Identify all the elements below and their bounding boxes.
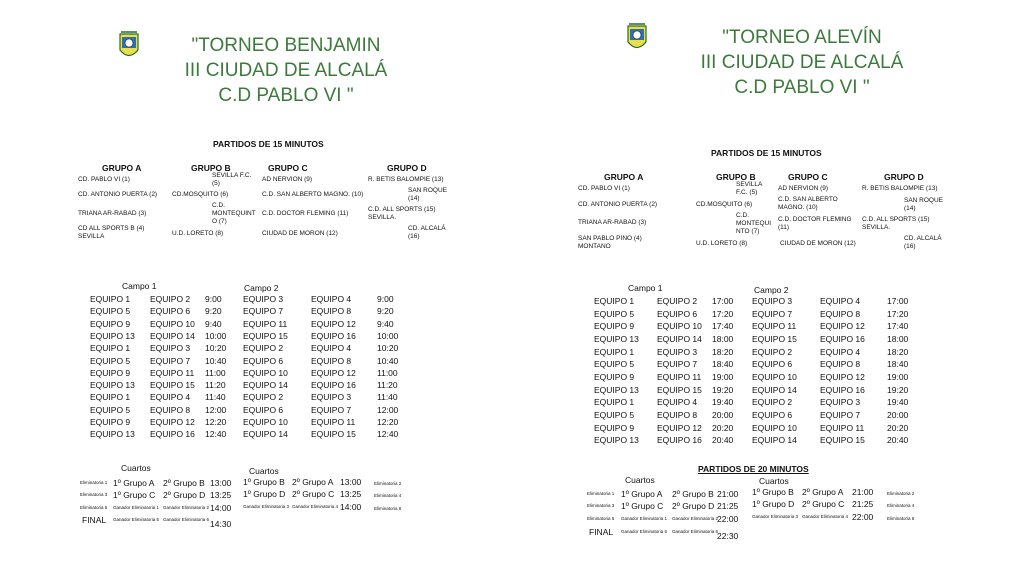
match-team-a: 1º Grupo A (113, 478, 155, 488)
team-entry: NTO (7) (736, 228, 760, 235)
match-time: 14:00 (340, 502, 362, 512)
match-label: Eliminatoria 6 (374, 506, 402, 511)
schedule-campo1-team-b: EQUIPO 12 (657, 423, 702, 433)
team-entry: CD. ALCALÁ (904, 235, 942, 242)
match-label: Eliminatoria 4 (887, 503, 915, 508)
schedule-campo2-team-b: EQUIPO 11 (820, 423, 865, 433)
schedule-campo2-team-a: EQUIPO 14 (243, 429, 288, 439)
schedule-campo1-time: 12:00 (205, 405, 227, 415)
match-team-a: Ganador Eliminatoria 1 (621, 516, 668, 521)
match-team-b: Ganador Eliminatoria 6 (163, 517, 210, 522)
match-team-a: Ganador Eliminatoria 3 (243, 504, 290, 509)
schedule-campo2-team-a: EQUIPO 6 (243, 356, 284, 366)
match-team-a: Ganador Eliminatoria 3 (752, 514, 799, 519)
match-team-a: 1º Grupo A (621, 489, 663, 499)
schedule-campo1-time: 18:20 (712, 347, 734, 357)
schedule-campo1-team-a: EQUIPO 13 (594, 334, 639, 344)
schedule-campo1-team-a: EQUIPO 1 (90, 343, 131, 353)
schedule-campo2-team-a: EQUIPO 11 (243, 319, 288, 329)
schedule-campo2-team-a: EQUIPO 10 (752, 423, 797, 433)
schedule-campo1-team-b: EQUIPO 14 (150, 331, 195, 341)
campo-2-label: Campo 2 (244, 283, 279, 293)
team-entry: SAN ROQUE (904, 197, 944, 204)
group-d-header: GRUPO D (387, 163, 427, 173)
schedule-campo2-team-b: EQUIPO 12 (311, 368, 356, 378)
club-crest-icon (626, 22, 648, 54)
schedule-campo2-time: 19:20 (887, 385, 909, 395)
club-crest-icon (118, 30, 140, 62)
team-entry: R. BETIS BALOMPIE (13) (368, 176, 444, 183)
match-time: 13:00 (210, 478, 232, 488)
match-time: 21:00 (852, 487, 874, 497)
team-entry: (16) (904, 243, 916, 250)
schedule-campo1-team-b: EQUIPO 8 (150, 405, 191, 415)
team-entry: MAGNO. (10) (778, 204, 818, 211)
schedule-campo2-team-a: EQUIPO 3 (243, 294, 284, 304)
match-team-b: Ganador Eliminatoria 6 (672, 529, 719, 534)
schedule-campo1-team-b: EQUIPO 4 (150, 392, 191, 402)
schedule-campo2-team-a: EQUIPO 15 (752, 334, 797, 344)
cuartos-label: Cuartos (759, 476, 789, 486)
schedule-campo1-team-a: EQUIPO 1 (90, 294, 131, 304)
match-time: 13:25 (210, 490, 232, 500)
tournament-title-line-3: C.D PABLO VI " (734, 77, 870, 98)
team-entry: SEVILLA (78, 233, 105, 240)
match-time: 22:00 (852, 512, 874, 522)
schedule-campo1-time: 17:00 (712, 296, 734, 306)
team-entry: SAN ROQUE (408, 187, 448, 194)
group-a-header: GRUPO A (604, 172, 644, 182)
team-entry: C.D. ALL SPORTS (15) (368, 206, 436, 213)
team-entry: AD NERVION (9) (778, 185, 829, 192)
schedule-campo1-time: 20:40 (712, 435, 734, 445)
team-entry: SEVILLA (736, 181, 763, 188)
schedule-campo1-time: 18:00 (712, 334, 734, 344)
match-time: 21:00 (717, 489, 739, 499)
match-label: Eliminatoria 6 (887, 516, 915, 521)
schedule-campo1-team-a: EQUIPO 13 (594, 435, 639, 445)
schedule-campo2-time: 11:40 (377, 392, 398, 402)
schedule-campo1-team-a: EQUIPO 13 (90, 380, 135, 390)
schedule-campo2-time: 20:40 (887, 435, 909, 445)
team-entry: R. BETIS BALOMPIE (13) (862, 185, 938, 192)
schedule-campo1-team-a: EQUIPO 9 (90, 368, 131, 378)
match-team-b: 2º Grupo C (802, 499, 845, 509)
schedule-campo2-team-a: EQUIPO 3 (752, 296, 793, 306)
team-entry: O (7) (212, 218, 227, 225)
match-team-a: 1º Grupo D (752, 499, 795, 509)
match-team-a: 1º Grupo B (243, 477, 285, 487)
schedule-campo2-team-a: EQUIPO 6 (752, 410, 793, 420)
schedule-campo1-time: 10:40 (205, 356, 227, 366)
group-b-header: GRUPO B (191, 163, 231, 173)
team-entry: C.D. (736, 212, 749, 219)
schedule-campo1-team-b: EQUIPO 7 (150, 356, 191, 366)
schedule-campo1-time: 19:20 (712, 385, 734, 395)
match-time: 21:25 (717, 501, 739, 511)
schedule-campo2-team-a: EQUIPO 7 (752, 309, 793, 319)
schedule-campo1-time: 17:20 (712, 309, 734, 319)
schedule-campo1-team-b: EQUIPO 7 (657, 359, 698, 369)
team-entry: TRIANA AR-RABAD (3) (78, 210, 147, 217)
team-entry: CD. PABLO VI (1) (78, 176, 130, 183)
schedule-campo1-team-b: EQUIPO 3 (657, 347, 698, 357)
schedule-campo2-time: 17:40 (887, 321, 909, 331)
schedule-campo2-time: 17:00 (887, 296, 909, 306)
schedule-campo1-time: 9:00 (205, 294, 222, 304)
schedule-campo1-team-b: EQUIPO 15 (657, 385, 702, 395)
schedule-campo2-team-a: EQUIPO 6 (752, 359, 793, 369)
match-duration-heading: PARTIDOS DE 15 MINUTOS (711, 148, 822, 158)
schedule-campo1-team-b: EQUIPO 15 (150, 380, 195, 390)
schedule-campo2-team-b: EQUIPO 11 (311, 417, 356, 427)
match-label: Eliminatoria 3 (80, 492, 108, 497)
schedule-campo2-team-b: EQUIPO 4 (820, 296, 861, 306)
schedule-campo1-time: 11:20 (205, 380, 226, 390)
tournament-title-line-3: C.D PABLO VI " (218, 85, 354, 106)
match-team-b: 2º Grupo C (292, 489, 335, 499)
schedule-campo2-time: 17:20 (887, 309, 909, 319)
schedule-campo2-team-b: EQUIPO 8 (820, 309, 861, 319)
team-entry: CIUDAD DE MORON (12) (780, 240, 856, 247)
schedule-campo2-team-a: EQUIPO 2 (243, 343, 284, 353)
match-time: 13:00 (340, 477, 362, 487)
team-entry: CD ALL SPORTS B (4) (78, 225, 145, 232)
team-entry: (5) (212, 180, 220, 187)
schedule-campo2-team-a: EQUIPO 15 (243, 331, 288, 341)
team-entry: CD. PABLO VI (1) (578, 185, 630, 192)
schedule-campo1-time: 19:40 (712, 397, 734, 407)
schedule-campo2-team-b: EQUIPO 12 (820, 321, 865, 331)
alevin-schedule-document (512, 0, 1024, 575)
match-time: 14:00 (210, 503, 232, 513)
match-team-a: Ganador Eliminatoria 1 (113, 505, 160, 510)
schedule-campo1-time: 11:00 (205, 368, 226, 378)
schedule-campo2-team-b: EQUIPO 15 (311, 429, 356, 439)
match-time: 21:25 (852, 499, 874, 509)
match-time: 14:30 (210, 519, 232, 529)
schedule-campo1-team-b: EQUIPO 8 (657, 410, 698, 420)
schedule-campo2-time: 10:20 (377, 343, 399, 353)
match-team-b: Ganador Eliminatoria 4 (802, 514, 849, 519)
schedule-campo1-team-b: EQUIPO 11 (657, 372, 702, 382)
schedule-campo1-time: 12:40 (205, 429, 227, 439)
team-entry: MONTANO (578, 243, 611, 250)
schedule-campo2-team-b: EQUIPO 12 (820, 372, 865, 382)
group-b-header: GRUPO B (716, 172, 756, 182)
schedule-campo1-team-b: EQUIPO 14 (657, 334, 702, 344)
match-label: Eliminatoria 4 (374, 493, 402, 498)
schedule-campo2-team-a: EQUIPO 14 (243, 380, 288, 390)
schedule-campo1-team-b: EQUIPO 16 (150, 429, 195, 439)
schedule-campo2-team-a: EQUIPO 6 (243, 405, 284, 415)
match-team-b: 2º Grupo D (672, 501, 715, 511)
schedule-campo2-time: 18:20 (887, 347, 909, 357)
schedule-campo2-team-b: EQUIPO 15 (820, 435, 865, 445)
team-entry: MONTEQUI (736, 220, 772, 227)
cuartos-label: Cuartos (121, 463, 151, 473)
match-label: Eliminatoria 1 (587, 491, 615, 496)
schedule-campo1-team-b: EQUIPO 12 (150, 417, 195, 427)
match-team-b: Ganador Eliminatoria 2 (163, 505, 210, 510)
cuartos-label: Cuartos (249, 466, 279, 476)
schedule-campo1-team-a: EQUIPO 5 (594, 410, 635, 420)
schedule-campo2-team-a: EQUIPO 2 (243, 392, 284, 402)
team-entry: CIUDAD DE MORON (12) (262, 230, 338, 237)
match-team-a: 1º Grupo C (621, 501, 664, 511)
schedule-campo2-time: 10:00 (377, 331, 399, 341)
schedule-campo2-time: 20:20 (887, 423, 909, 433)
match-time: 13:25 (340, 489, 362, 499)
group-a-header: GRUPO A (102, 163, 142, 173)
schedule-campo1-team-a: EQUIPO 9 (90, 319, 131, 329)
schedule-campo2-time: 19:40 (887, 397, 909, 407)
group-c-header: GRUPO C (788, 172, 828, 182)
schedule-campo2-time: 19:00 (887, 372, 909, 382)
schedule-campo2-time: 11:20 (377, 380, 398, 390)
schedule-campo2-time: 12:40 (377, 429, 399, 439)
cuartos-label: Cuartos (625, 475, 655, 485)
match-team-b: Ganador Eliminatoria 4 (292, 504, 339, 509)
schedule-campo2-team-b: EQUIPO 16 (311, 331, 356, 341)
schedule-campo1-time: 17:40 (712, 321, 734, 331)
schedule-campo1-team-a: EQUIPO 5 (90, 405, 131, 415)
team-entry: C.D. SAN ALBERTO (778, 196, 838, 203)
schedule-campo1-team-a: EQUIPO 1 (594, 296, 635, 306)
match-label: Eliminatoria 1 (80, 480, 108, 485)
team-entry: F.C. (5) (736, 189, 758, 196)
schedule-campo1-team-b: EQUIPO 2 (150, 294, 191, 304)
schedule-campo2-team-b: EQUIPO 4 (820, 347, 861, 357)
match-team-b: 2º Grupo A (802, 487, 844, 497)
match-team-b: 2º Grupo A (292, 477, 334, 487)
schedule-campo1-team-b: EQUIPO 6 (150, 306, 191, 316)
team-entry: C.D. ALL SPORTS (15) (862, 216, 930, 223)
group-c-header: GRUPO C (268, 163, 308, 173)
schedule-campo2-team-b: EQUIPO 3 (311, 392, 352, 402)
schedule-campo2-team-a: EQUIPO 2 (752, 347, 793, 357)
match-label: Eliminatoria 3 (587, 503, 615, 508)
schedule-campo1-team-a: EQUIPO 13 (594, 385, 639, 395)
schedule-campo2-team-b: EQUIPO 4 (311, 343, 352, 353)
tournament-title-line-2: III CIUDAD DE ALCALÁ (700, 52, 904, 73)
schedule-campo2-team-b: EQUIPO 12 (311, 319, 356, 329)
schedule-campo2-team-b: EQUIPO 8 (311, 356, 352, 366)
schedule-campo1-team-b: EQUIPO 11 (150, 368, 195, 378)
campo-1-label: Campo 1 (628, 283, 663, 293)
tournament-title-line-2: III CIUDAD DE ALCALÁ (184, 60, 388, 81)
schedule-campo1-team-a: EQUIPO 9 (594, 372, 635, 382)
match-label: Eliminatoria 2 (374, 481, 402, 486)
team-entry: (16) (408, 233, 420, 240)
team-entry: SEVILLA. (862, 224, 891, 231)
schedule-campo1-time: 20:00 (712, 410, 734, 420)
schedule-campo1-team-b: EQUIPO 6 (657, 309, 698, 319)
team-entry: TRIANA AR-RABAD (3) (578, 219, 647, 226)
schedule-campo1-time: 12:20 (205, 417, 227, 427)
schedule-campo2-time: 20:00 (887, 410, 909, 420)
schedule-campo1-team-b: EQUIPO 16 (657, 435, 702, 445)
schedule-campo1-team-a: EQUIPO 5 (594, 359, 635, 369)
match-label: Eliminatoria 5 (587, 516, 615, 521)
team-entry: SEVILLA. (368, 214, 397, 221)
schedule-campo2-team-a: EQUIPO 10 (243, 417, 288, 427)
team-entry: CD. ALCALÁ (408, 225, 446, 232)
final-stage-duration-heading: PARTIDOS DE 20 MINUTOS (698, 464, 809, 474)
schedule-campo2-team-a: EQUIPO 7 (243, 306, 284, 316)
schedule-campo1-team-a: EQUIPO 1 (594, 397, 635, 407)
tournament-title-line-1: "TORNEO ALEVÍN (722, 27, 882, 48)
schedule-campo1-time: 10:20 (205, 343, 227, 353)
schedule-campo2-team-b: EQUIPO 16 (311, 380, 356, 390)
match-label: Eliminatoria 5 (80, 505, 108, 510)
schedule-campo2-team-b: EQUIPO 16 (820, 385, 865, 395)
match-duration-heading: PARTIDOS DE 15 MINUTOS (213, 139, 324, 149)
schedule-campo2-team-a: EQUIPO 11 (752, 321, 797, 331)
team-entry: CD.MOSQUITO (6) (172, 191, 229, 198)
schedule-campo1-team-b: EQUIPO 4 (657, 397, 698, 407)
final-label: FINAL (82, 515, 107, 525)
schedule-campo1-team-a: EQUIPO 5 (594, 309, 635, 319)
schedule-campo2-team-b: EQUIPO 4 (311, 294, 352, 304)
schedule-campo2-team-a: EQUIPO 10 (243, 368, 288, 378)
schedule-campo2-team-b: EQUIPO 7 (820, 410, 861, 420)
schedule-campo1-time: 9:40 (205, 319, 222, 329)
group-d-header: GRUPO D (884, 172, 924, 182)
team-entry: AD NERVION (9) (262, 176, 313, 183)
schedule-campo1-team-a: EQUIPO 1 (594, 347, 635, 357)
schedule-campo1-team-a: EQUIPO 5 (90, 306, 131, 316)
match-team-b: 2º Grupo B (163, 478, 205, 488)
schedule-campo1-team-b: EQUIPO 10 (657, 321, 702, 331)
schedule-campo2-team-b: EQUIPO 16 (820, 334, 865, 344)
tournament-title-line-1: "TORNEO BENJAMIN (191, 35, 381, 56)
schedule-campo1-team-a: EQUIPO 9 (594, 423, 635, 433)
schedule-campo2-team-b: EQUIPO 7 (311, 405, 352, 415)
schedule-campo1-team-b: EQUIPO 2 (657, 296, 698, 306)
team-entry: (14) (408, 195, 420, 202)
schedule-campo2-time: 18:40 (887, 359, 909, 369)
team-entry: CD. ANTONIO PUERTA (2) (78, 191, 158, 198)
schedule-campo2-time: 9:00 (377, 294, 394, 304)
team-entry: U.D. LORETO (8) (696, 240, 748, 247)
schedule-campo2-team-b: EQUIPO 3 (820, 397, 861, 407)
schedule-campo2-time: 18:00 (887, 334, 909, 344)
schedule-campo1-time: 20:20 (712, 423, 734, 433)
schedule-campo2-team-a: EQUIPO 2 (752, 397, 793, 407)
schedule-campo2-team-a: EQUIPO 14 (752, 435, 797, 445)
schedule-campo2-time: 9:20 (377, 306, 394, 316)
schedule-campo1-team-a: EQUIPO 13 (90, 331, 135, 341)
campo-1-label: Campo 1 (122, 281, 157, 291)
match-team-a: 1º Grupo D (243, 489, 286, 499)
match-team-a: 1º Grupo C (113, 490, 156, 500)
schedule-campo1-team-a: EQUIPO 1 (90, 392, 131, 402)
campo-2-label: Campo 2 (754, 285, 789, 295)
team-entry: SAN PABLO PINO (4) (578, 235, 642, 242)
schedule-campo1-team-b: EQUIPO 3 (150, 343, 191, 353)
schedule-campo2-time: 10:40 (377, 356, 399, 366)
match-team-a: Ganador Eliminatoria 5 (621, 529, 668, 534)
schedule-campo1-team-a: EQUIPO 9 (90, 417, 131, 427)
match-label: Eliminatoria 2 (887, 491, 915, 496)
schedule-campo1-time: 11:40 (205, 392, 226, 402)
schedule-campo1-team-a: EQUIPO 5 (90, 356, 131, 366)
match-time: 22:00 (717, 514, 739, 524)
team-entry: U.D. LORETO (8) (172, 230, 224, 237)
schedule-campo1-time: 9:20 (205, 306, 222, 316)
team-entry: CD. ANTONIO PUERTA (2) (578, 201, 658, 208)
schedule-campo2-team-b: EQUIPO 8 (311, 306, 352, 316)
team-entry: C.D. DOCTOR FLEMING (11) (262, 210, 349, 217)
schedule-campo1-team-a: EQUIPO 13 (90, 429, 135, 439)
schedule-campo2-team-a: EQUIPO 14 (752, 385, 797, 395)
schedule-campo1-time: 10:00 (205, 331, 227, 341)
schedule-campo2-time: 12:00 (377, 405, 399, 415)
schedule-campo1-time: 18:40 (712, 359, 734, 369)
team-entry: MONTEQUINT (212, 210, 256, 217)
schedule-campo1-team-b: EQUIPO 10 (150, 319, 195, 329)
match-team-a: Ganador Eliminatoria 5 (113, 517, 160, 522)
match-team-b: 2º Grupo D (163, 490, 206, 500)
team-entry: C.D. DOCTOR FLEMING (778, 216, 852, 223)
team-entry: C.D. SAN ALBERTO MAGNO. (10) (262, 191, 364, 198)
schedule-campo2-time: 11:00 (377, 368, 398, 378)
match-team-a: 1º Grupo B (752, 487, 794, 497)
team-entry: (14) (904, 205, 916, 212)
match-team-b: 2º Grupo B (672, 489, 714, 499)
team-entry: (11) (778, 224, 790, 231)
final-label: FINAL (589, 527, 614, 537)
team-entry: CD.MOSQUITO (6) (696, 201, 753, 208)
schedule-campo2-time: 12:20 (377, 417, 399, 427)
schedule-campo2-team-b: EQUIPO 8 (820, 359, 861, 369)
schedule-campo2-time: 9:40 (377, 319, 394, 329)
schedule-campo1-time: 19:00 (712, 372, 734, 382)
schedule-campo1-team-a: EQUIPO 9 (594, 321, 635, 331)
team-entry: C.D. (212, 202, 225, 209)
match-team-b: Ganador Eliminatoria 2 (672, 516, 719, 521)
match-time: 22:30 (717, 531, 739, 541)
team-entry: SEVILLA F.C. (212, 172, 252, 179)
schedule-campo2-team-a: EQUIPO 10 (752, 372, 797, 382)
